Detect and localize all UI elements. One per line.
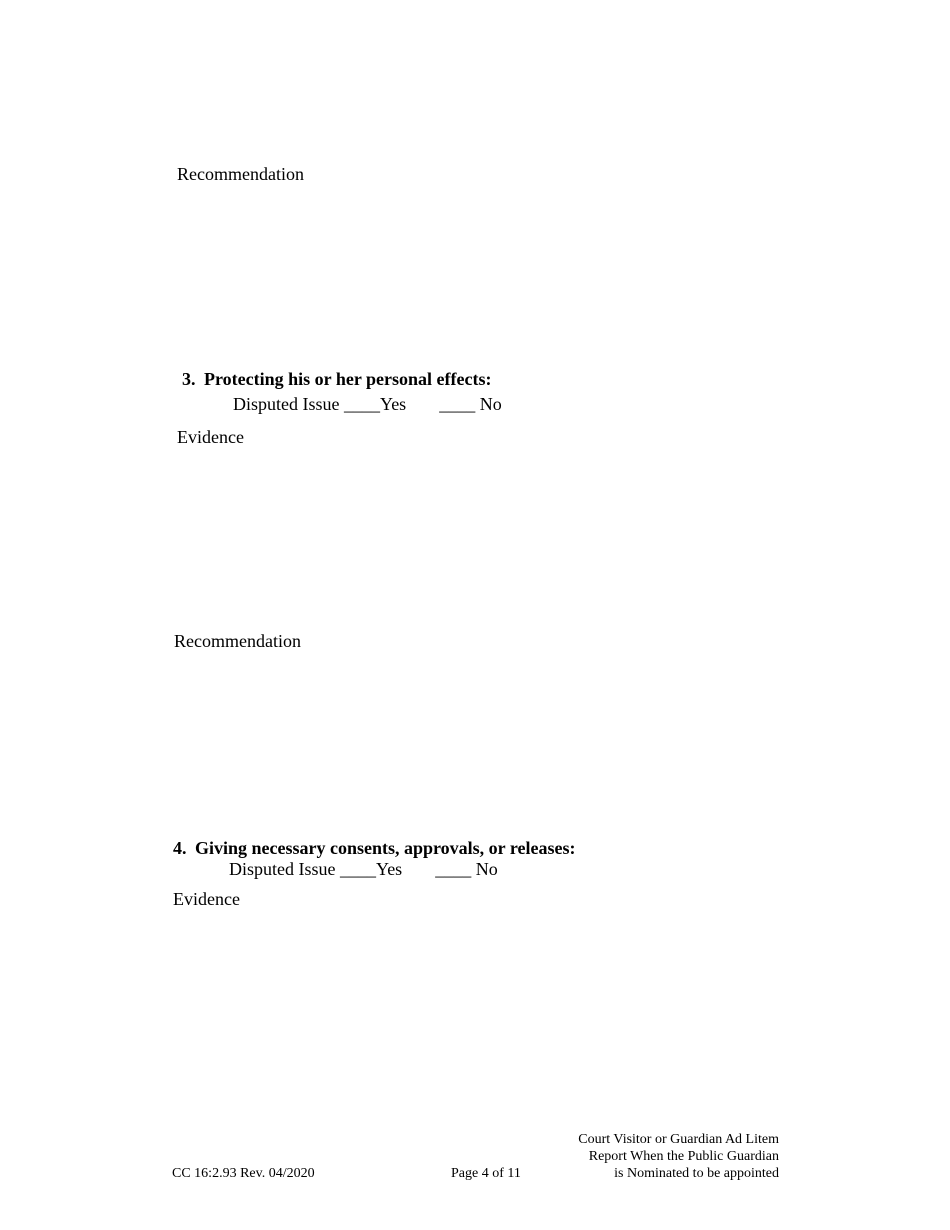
page-number: Page 4 of 11 bbox=[451, 1166, 521, 1181]
yes-blank[interactable]: ____ bbox=[340, 859, 376, 879]
form-title-line: Court Visitor or Guardian Ad Litem bbox=[578, 1132, 779, 1147]
evidence-label: Evidence bbox=[173, 889, 240, 909]
yes-blank[interactable]: ____ bbox=[344, 394, 380, 414]
recommendation-label: Recommendation bbox=[177, 164, 304, 184]
no-blank[interactable]: ____ bbox=[435, 859, 472, 879]
form-code: CC 16:2.93 Rev. 04/2020 bbox=[172, 1166, 315, 1181]
section-title: Protecting his or her personal effects: bbox=[204, 369, 492, 389]
recommendation-label: Recommendation bbox=[174, 631, 301, 651]
yes-label: Yes bbox=[380, 394, 407, 414]
disputed-issue-line bbox=[233, 393, 502, 415]
section-4-heading bbox=[173, 837, 576, 859]
no-label: No bbox=[479, 394, 502, 414]
disputed-issue-label: Disputed Issue bbox=[229, 859, 336, 879]
evidence-label: Evidence bbox=[177, 427, 244, 447]
disputed-issue-label: Disputed Issue bbox=[233, 394, 340, 414]
form-title-line: is Nominated to be appointed bbox=[614, 1166, 779, 1181]
yes-label: Yes bbox=[376, 859, 403, 879]
section-title: Giving necessary consents, approvals, or releases: bbox=[195, 838, 576, 858]
section-number: 3. bbox=[182, 369, 196, 389]
form-title bbox=[578, 1131, 779, 1182]
no-blank[interactable]: ____ bbox=[439, 394, 476, 414]
form-title-line: Report When the Public Guardian bbox=[588, 1149, 779, 1164]
no-label: No bbox=[475, 859, 498, 879]
section-3-heading bbox=[182, 368, 491, 390]
section-number: 4. bbox=[173, 838, 187, 858]
disputed-issue-line bbox=[229, 858, 498, 880]
